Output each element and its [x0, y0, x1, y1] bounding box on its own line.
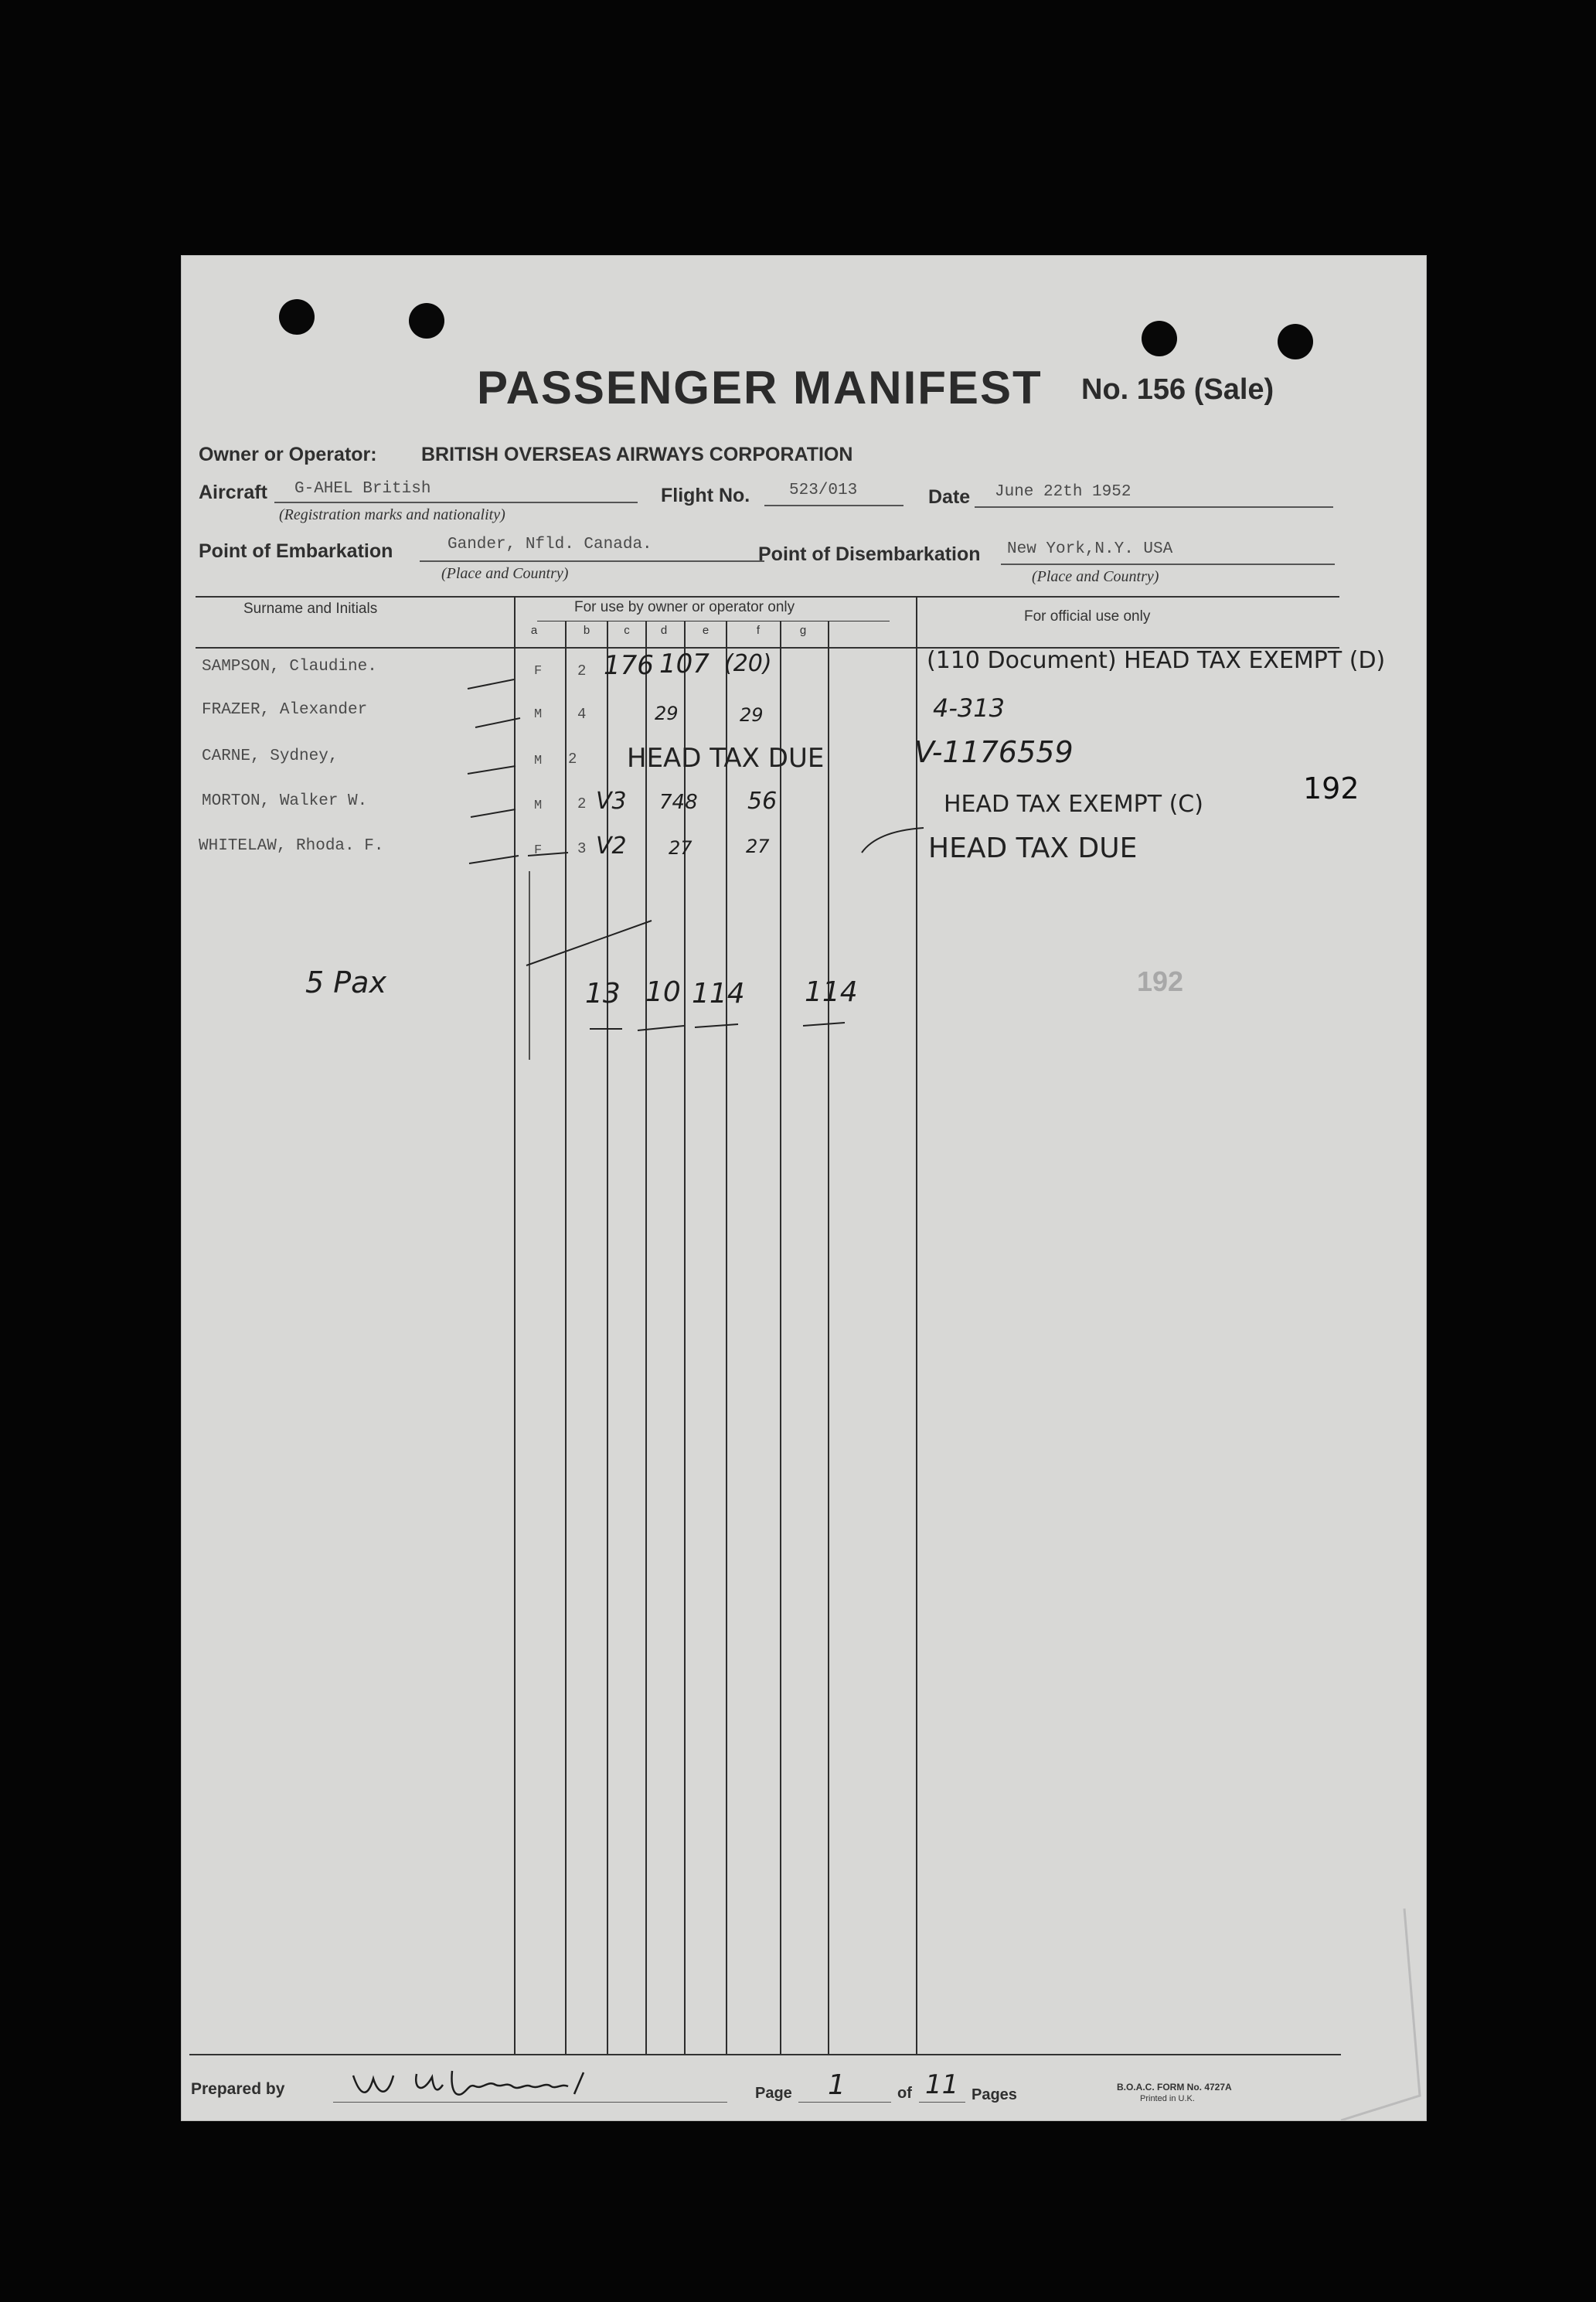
cell-d: 29	[655, 703, 679, 724]
cell-d: 748	[659, 791, 698, 814]
column-b-header: b	[583, 624, 590, 637]
column-c-header: c	[624, 624, 630, 637]
owner-value: BRITISH OVERSEAS AIRWAYS CORPORATION	[421, 444, 853, 465]
cell-c: V2	[596, 833, 627, 860]
cell-a: M	[534, 799, 543, 813]
passenger-name: SAMPSON, Claudine.	[202, 658, 377, 676]
cell-d: 27	[669, 837, 693, 859]
official-note: HEAD TAX DUE	[928, 833, 1138, 864]
page-label: Page	[755, 2085, 792, 2102]
official-note: HEAD TAX EXEMPT (C)	[944, 791, 1203, 818]
flight-label: Flight No.	[661, 485, 750, 506]
cell-a: F	[534, 664, 543, 679]
embarkation-value: Gander, Nfld. Canada.	[447, 536, 652, 553]
official-note: V-1176559	[914, 735, 1074, 769]
disembarkation-value: New York,N.Y. USA	[1007, 540, 1173, 558]
disembarkation-label: Point of Disembarkation	[758, 543, 981, 565]
disembarkation-note: (Place and Country)	[1032, 568, 1159, 585]
cell-b: 2	[568, 751, 577, 768]
cell-a: M	[534, 754, 543, 768]
cell-c: V3	[596, 788, 627, 815]
page-title: PASSENGER MANIFEST	[477, 362, 1043, 414]
official-note: 4-313	[933, 693, 1005, 723]
official-note: (110 Document) HEAD TAX EXEMPT (D)	[927, 647, 1386, 674]
aircraft-value: G-AHEL British	[294, 480, 431, 498]
cell-b: 4	[577, 706, 587, 723]
pages-label: Pages	[972, 2086, 1017, 2103]
cell-b: 2	[577, 795, 587, 812]
page-value: 1	[828, 2069, 846, 2101]
cell-a: F	[534, 843, 543, 858]
pax-total: 5 Pax	[305, 965, 386, 999]
footer-rule	[189, 2054, 1341, 2055]
owner-use-header: For use by owner or operator only	[574, 599, 795, 615]
manifest-sheet	[181, 255, 1427, 2121]
total-b: 13	[585, 978, 621, 1010]
column-f-header: f	[756, 624, 761, 637]
column-a-header: a	[530, 624, 538, 637]
cell-c: 176	[604, 650, 654, 681]
cell-f: 27	[746, 836, 770, 857]
passenger-name: WHITELAW, Rhoda. F.	[199, 837, 384, 855]
owner-label: Owner or Operator:	[199, 444, 377, 465]
date-value: June 22th 1952	[995, 483, 1131, 501]
passenger-name: CARNE, Sydney,	[202, 747, 339, 765]
margin-page-number: 192	[1303, 771, 1359, 805]
manifest-number: No. 156 (Sale)	[1081, 373, 1274, 406]
total-f: 114	[805, 976, 858, 1008]
of-label: of	[897, 2085, 912, 2102]
official-use-header: For official use only	[1024, 608, 1151, 625]
column-g-header: g	[799, 624, 807, 637]
cell-f: 56	[747, 788, 778, 815]
faint-page-number: 192	[1137, 965, 1184, 997]
head-tax-due-stamp: HEAD TAX DUE	[627, 743, 825, 774]
form-printed: Printed in U.K.	[1140, 2094, 1195, 2103]
surname-header: Surname and Initials	[243, 601, 378, 617]
passenger-name: FRAZER, Alexander	[202, 701, 368, 719]
total-c: 10	[645, 976, 681, 1008]
flight-value: 523/013	[789, 482, 858, 499]
cell-d: 107	[659, 649, 710, 679]
aircraft-label: Aircraft	[199, 482, 267, 503]
date-label: Date	[928, 486, 971, 508]
total-d: 114	[692, 978, 745, 1010]
signature-image	[336, 2063, 692, 2110]
passenger-name: MORTON, Walker W.	[202, 792, 368, 810]
cell-b: 2	[577, 662, 587, 679]
column-e-header: e	[702, 624, 710, 637]
prepared-by-label: Prepared by	[191, 2080, 285, 2098]
cell-b: 3	[577, 840, 587, 857]
handwritten-marks	[182, 256, 1426, 2120]
cell-f: 29	[740, 704, 764, 726]
embarkation-note: (Place and Country)	[441, 565, 569, 582]
form-number: B.O.A.C. FORM No. 4727A	[1117, 2082, 1232, 2093]
of-value: 11	[925, 2069, 959, 2100]
aircraft-note: (Registration marks and nationality)	[279, 506, 505, 523]
embarkation-label: Point of Embarkation	[199, 540, 393, 562]
cell-e: (20)	[724, 650, 772, 677]
cell-a: M	[534, 707, 543, 722]
column-d-header: d	[660, 624, 668, 637]
